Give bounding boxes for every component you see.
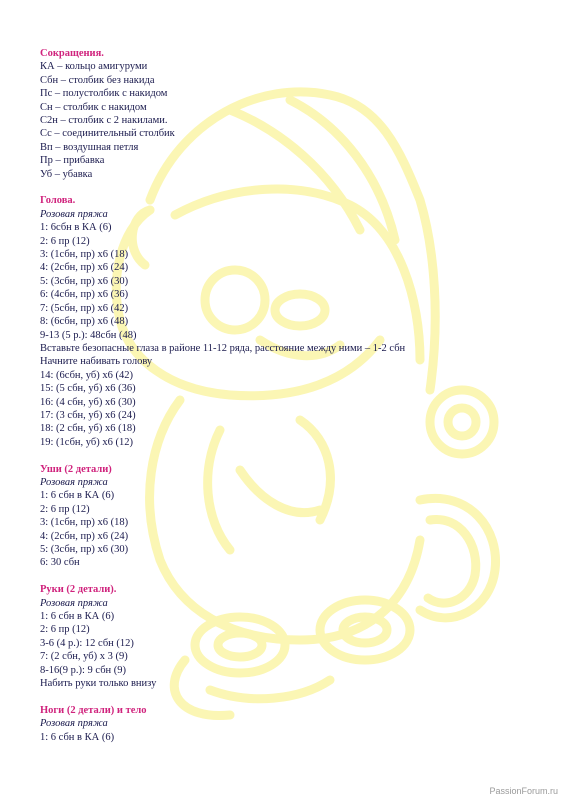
row-line: 7: (5сбн, пр) х6 (42) [40,302,129,314]
text-line: Сн – столбик с накидом [40,101,147,113]
text-line: Уб – убавка [40,168,93,180]
yarn-subtitle: Розовая пряжа [40,476,108,488]
row-line: 4: (2сбн, пр) х6 (24) [40,530,129,542]
yarn-subtitle: Розовая пряжа [40,597,108,609]
row-line: 8-16(9 р.): 9 сбн (9) [40,664,127,676]
section-ears [40,463,540,570]
row-line: 3-6 (4 р.): 12 сбн (12) [40,637,134,649]
row-line: 7: (2 сбн, уб) х 3 (9) [40,651,128,663]
row-line: 5: (3сбн, пр) х6 (30) [40,544,129,555]
section-head [40,194,540,449]
section-title: Ноги (2 детали) и тело [40,704,147,716]
section-title: Сокращения. [40,48,104,59]
text-line: Сс – соединительный столбик [40,128,175,140]
row-line: 14: (6сбн, уб) х6 (42) [40,369,133,381]
row-line: 1: 6 сбн в КА (6) [40,490,115,502]
text-line: КА – кольцо амигуруми [40,61,148,73]
section-arms [40,583,540,690]
text-line: Пр – прибавка [40,155,105,167]
row-line: 3: (1сбн, пр) х6 (18) [40,517,129,529]
row-line: 2: 6 пр (12) [40,235,90,247]
row-line: 6: (4сбн, пр) х6 (36) [40,289,129,301]
row-line: 5: (3сбн, пр) х6 (30) [40,275,129,287]
site-watermark: PassionForum.ru [489,786,558,796]
row-line: 16: (4 сбн, уб) х6 (30) [40,396,136,408]
row-line: 3: (1сбн, пр) х6 (18) [40,249,129,261]
pattern-text [40,47,540,744]
row-line: 1: 6 сбн в КА (6) [40,731,115,743]
text-line: Вп – воздушная петля [40,141,139,153]
section-title: Голова. [40,195,76,207]
yarn-subtitle: Розовая пряжа [40,718,108,730]
section-legs-body [40,704,540,744]
row-line: 2: 6 пр (12) [40,624,90,636]
instruction-line: Вставьте безопасные глаза в районе 11-12 ряда, расстояние между ними – 1-2 сбн [40,342,406,354]
row-line: 1: 6 сбн в КА (6) [40,611,115,623]
row-line: 4: (2сбн, пр) х6 (24) [40,262,129,274]
row-line: 19: (1сбн, уб) х6 (12) [40,436,133,448]
section-abbreviations [40,47,540,181]
row-line: 8: (6сбн, пр) х6 (48) [40,316,129,328]
row-line: 6: 30 сбн [40,557,80,569]
row-line: 2: 6 пр (12) [40,503,90,515]
text-line: Пс – полустолбик с накидом [40,88,168,100]
section-title: Уши (2 детали) [40,463,112,475]
row-line: 1: 6сбн в КА (6) [40,222,112,234]
row-line: 18: (2 сбн, уб) х6 (18) [40,423,136,435]
instruction-line: Начните набивать голову [40,356,153,368]
row-line: 15: (5 сбн, уб) х6 (36) [40,383,136,395]
row-line: 9-13 (5 р.): 48сбн (48) [40,329,137,341]
text-line: Сбн – столбик без накида [40,74,155,86]
yarn-subtitle: Розовая пряжа [40,208,108,220]
instruction-line: Набить руки только внизу [40,678,157,690]
text-line: С2н – столбик с 2 накилами. [40,115,168,127]
section-title: Руки (2 детали). [40,584,117,596]
row-line: 17: (3 сбн, уб) х6 (24) [40,409,136,421]
